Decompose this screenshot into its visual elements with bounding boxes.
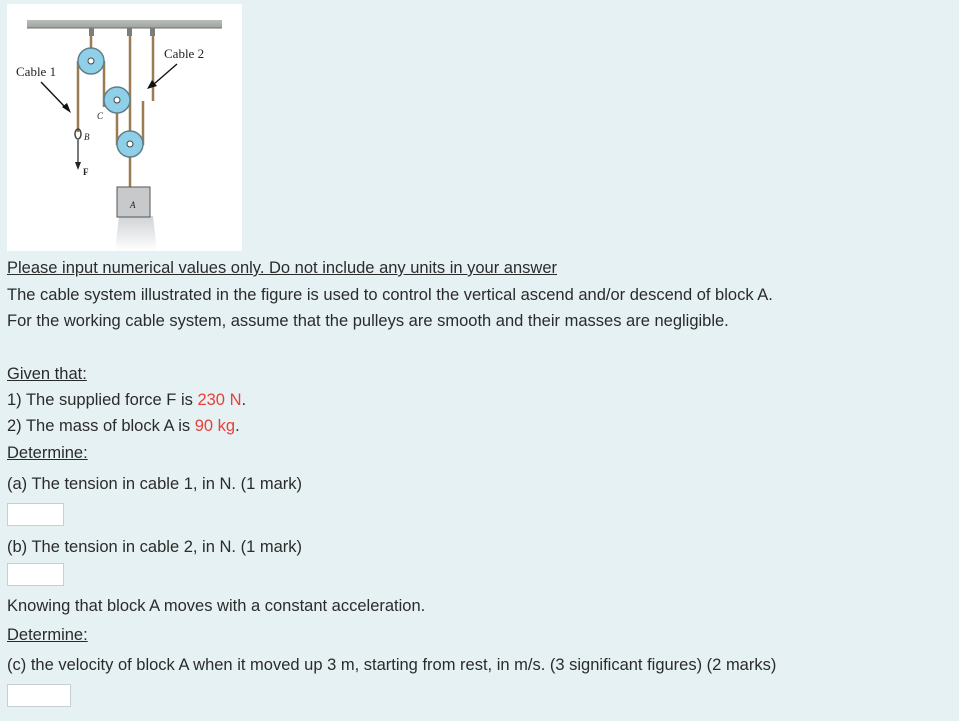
intro-line-1: The cable system illustrated in the figure is used to control the vertical ascend and/or descend of block A. [7,286,773,304]
answer-c-input[interactable] [8,685,70,706]
determine-heading-1: Determine: [7,444,88,462]
intro-line-2: For the working cable system, assume that the pulleys are smooth and their masses are negligible. [7,312,729,330]
mass-value: 90 kg [194,417,236,435]
cable2-label: Cable 2 [164,46,205,61]
cable1-label: Cable 1 [16,64,57,79]
label-c: C [97,111,104,121]
pulley-middle [104,87,130,113]
ceiling [27,20,222,28]
answer-b-input[interactable] [8,564,63,585]
pulley-system-figure [7,4,242,251]
answer-b-box [7,563,64,586]
pulley-bottom [117,131,143,157]
answer-c-box [7,684,71,707]
given-item-1: 1) The supplied force F is 230 N. [7,391,247,409]
question-a: (a) The tension in cable 1, in N. (1 mark) [7,475,302,493]
part2-text: Knowing that block A moves with a constant acceleration. [7,597,426,615]
label-f: F [83,167,89,177]
determine-heading-2: Determine: [7,626,88,644]
pulley-top [78,48,104,74]
label-b: B [84,132,90,142]
label-a: A [130,200,136,210]
answer-a-box [7,503,64,526]
question-c: (c) the velocity of block A when it moved up 3 m, starting from rest, in m/s. (3 significant figures) (2 marks) [7,656,777,674]
given-heading: Given that: [7,365,87,383]
given-item-2: 2) The mass of block A is 90 kg. [7,417,240,435]
force-value: 230 N [197,391,242,409]
instruction-text: Please input numerical values only. Do not include any units in your answer [7,259,557,277]
question-b: (b) The tension in cable 2, in N. (1 mark) [7,538,302,556]
answer-a-input[interactable] [8,504,63,525]
